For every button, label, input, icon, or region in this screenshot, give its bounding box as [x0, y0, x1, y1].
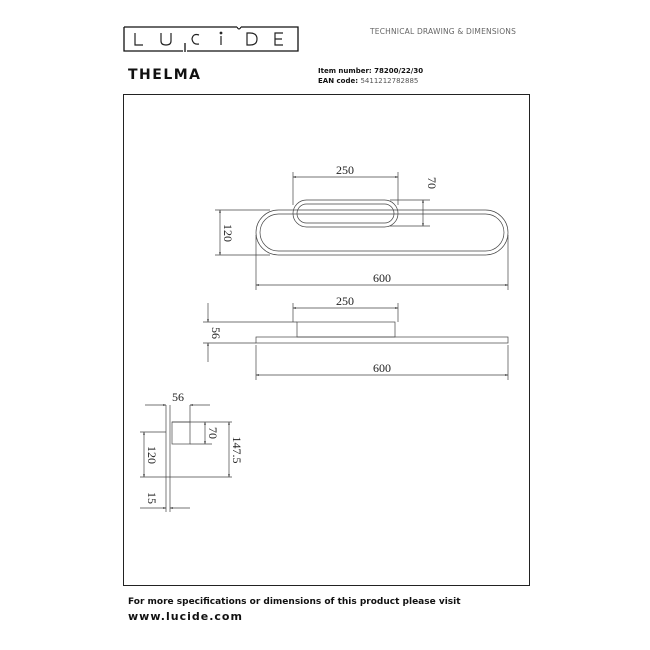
dim-profile-panel-height: 70	[206, 427, 220, 439]
dim-top-inner-height: 70	[425, 177, 439, 189]
top-view	[215, 172, 508, 290]
dim-profile-base: 15	[145, 492, 159, 504]
ean-label: EAN code:	[318, 77, 359, 85]
product-name: THELMA	[128, 67, 202, 83]
dim-top-outer-width: 600	[373, 271, 391, 285]
side-view	[203, 303, 508, 380]
dim-profile-depth: 56	[172, 390, 184, 404]
ean-value: 5411212782885	[360, 77, 419, 85]
website-link[interactable]: www.lucide.com	[128, 610, 243, 623]
dim-side-total-width: 600	[373, 361, 391, 375]
dim-side-top-width: 250	[336, 294, 354, 308]
document-type: TECHNICAL DRAWING & DIMENSIONS	[370, 27, 517, 36]
dim-top-inner-width: 250	[336, 163, 354, 177]
item-number-value: 78200/22/30	[374, 67, 424, 75]
footer-text: For more specifications or dimensions of this product please visit	[128, 597, 461, 607]
item-number-label: Item number:	[318, 67, 372, 75]
dim-top-outer-height: 120	[221, 224, 235, 242]
dim-profile-total-height: 147.5	[230, 436, 244, 464]
dim-profile-height: 120	[145, 446, 159, 464]
dim-side-depth: 56	[209, 327, 223, 339]
